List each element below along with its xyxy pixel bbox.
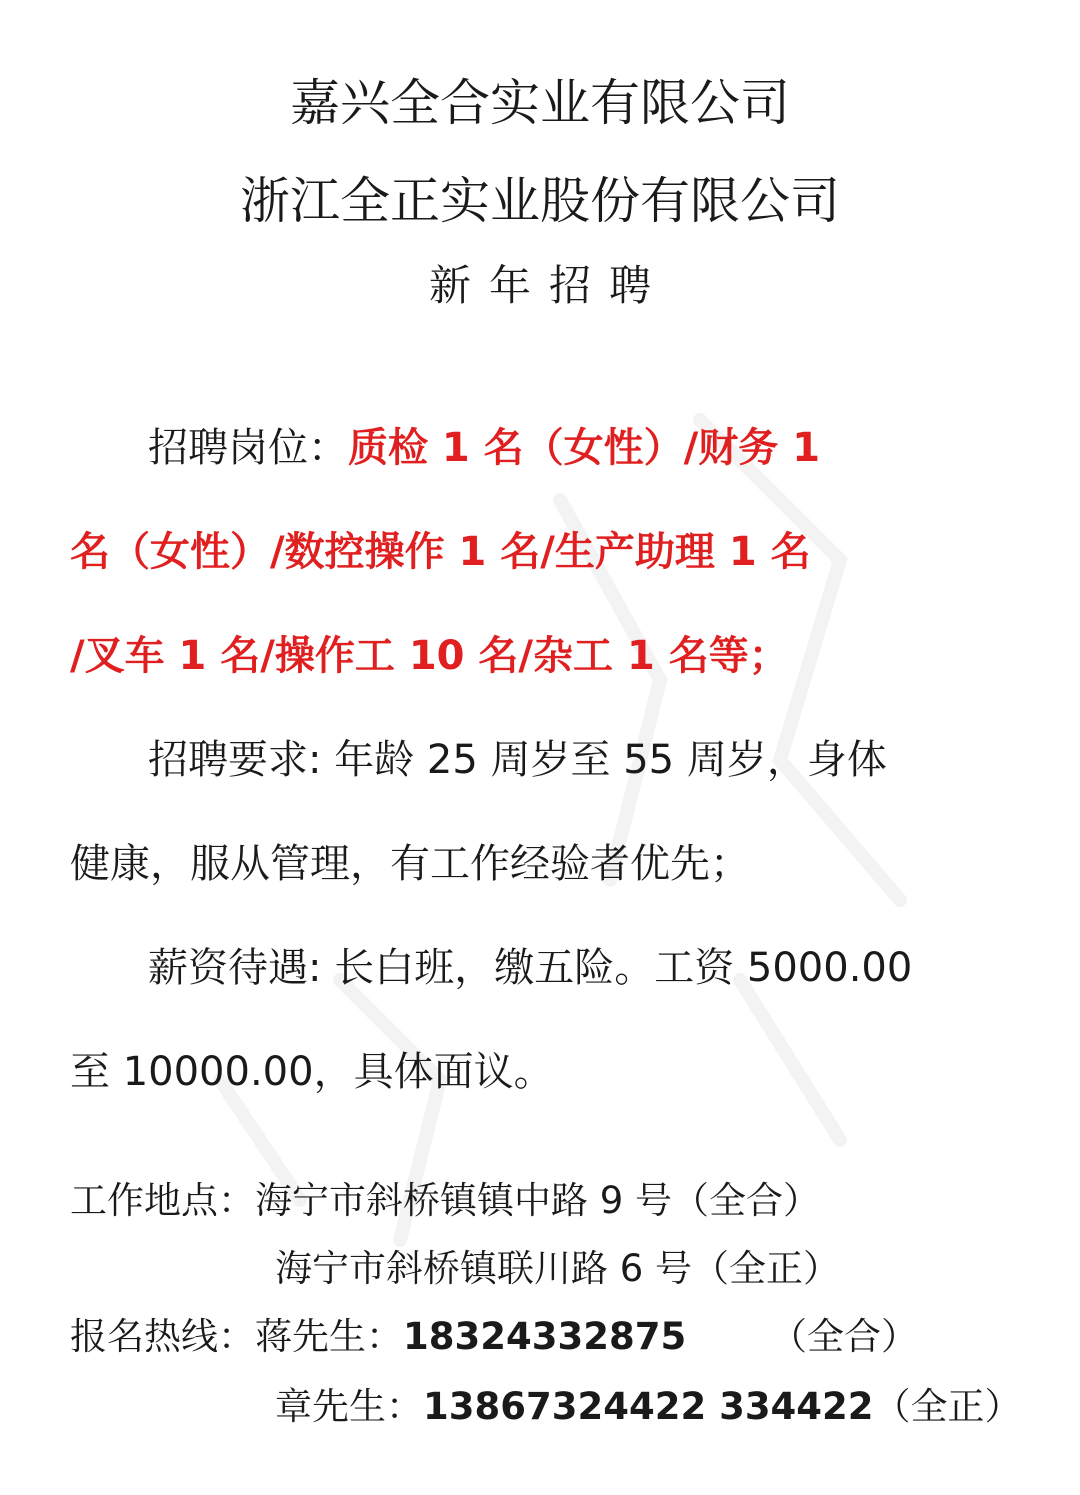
salary-text-1: : 长白班，缴五险。工资 5000.00 [308, 945, 913, 991]
location-address-2: 海宁市斜桥镇联川路 6 号（全正） [275, 1247, 841, 1290]
hotline-row-1 [70, 1312, 686, 1362]
location-label: 工作地点： [70, 1179, 255, 1222]
salary-label: 薪资待遇 [148, 945, 308, 991]
watermark-graphic [140, 380, 960, 1280]
requirements-label: 招聘要求 [148, 737, 308, 783]
contact-1-company: （全合） [770, 1315, 918, 1358]
salary-row-1 [148, 940, 912, 996]
contact-1-name: 蒋先生： [255, 1315, 403, 1358]
company-name-2: 浙江全正实业股份有限公司 [240, 172, 840, 230]
positions-text-2: 名（女性）/数控操作 1 名/生产助理 1 名 [70, 529, 811, 575]
positions-label: 招聘岗位： [148, 425, 348, 471]
location-row-1 [70, 1176, 820, 1226]
positions-text-1: 质检 1 名（女性）/财务 1 [348, 425, 821, 471]
contact-2-name: 章先生： [275, 1385, 423, 1428]
contact-1-phone: 18324332875 [403, 1315, 687, 1358]
salary-text-2: 至 10000.00，具体面议。 [70, 1049, 554, 1095]
requirements-row-1 [148, 732, 887, 788]
requirements-text-1: : 年龄 25 周岁至 55 周岁，身体 [308, 737, 887, 783]
hotline-label: 报名热线： [70, 1315, 255, 1358]
contact-2-phone: 13867324422 334422 [423, 1385, 874, 1428]
positions-row-1 [148, 420, 820, 476]
hotline-row-2 [275, 1382, 1022, 1432]
company-name-1: 嘉兴全合实业有限公司 [290, 74, 790, 132]
contact-2-company: （全正） [873, 1385, 1022, 1428]
poster-subtitle: 新年招聘 [428, 261, 669, 310]
positions-text-3: /叉车 1 名/操作工 10 名/杂工 1 名等； [70, 633, 789, 679]
location-address-1: 海宁市斜桥镇镇中路 9 号（全合） [255, 1179, 821, 1222]
requirements-text-2: 健康，服从管理，有工作经验者优先； [70, 841, 750, 887]
